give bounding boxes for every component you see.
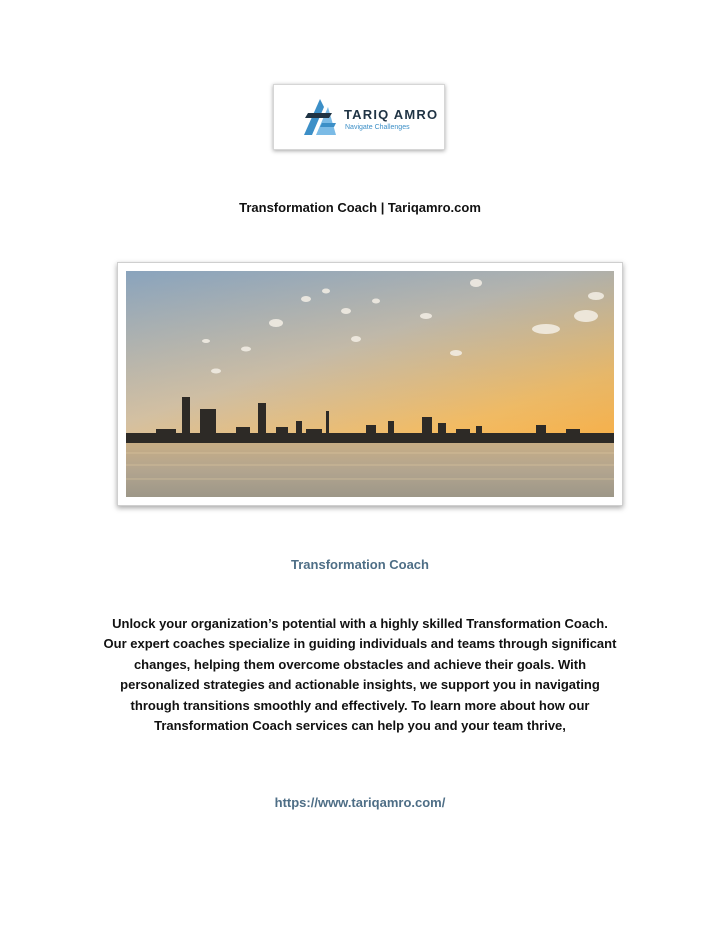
website-link[interactable]: https://www.tariqamro.com/	[274, 795, 446, 810]
skyline-sunset-image	[126, 271, 614, 497]
section-heading: Transformation Coach	[291, 557, 429, 572]
document-title: Transformation Coach | Tariqamro.com	[239, 200, 481, 215]
body-paragraph: Unlock your organization’s potential with a highly skilled Transformation Coach. Our expert coaches specialize in guiding individuals and teams through significant changes, helping them overcome obstacles and achieve their goals. With personalized strategies and actionable insights, we support you in navigating through transitions smoothly and effectively. To learn more about how our Transformation Coach services can help you and your team thrive,	[103, 616, 617, 734]
skyline-photo	[126, 271, 614, 497]
logo-card	[273, 84, 445, 150]
logo-tagline: Navigate Challenges	[345, 124, 410, 131]
ta-monogram-icon	[302, 97, 338, 137]
photo-frame	[117, 262, 623, 506]
logo-name: TARIQ AMRO	[344, 107, 439, 122]
